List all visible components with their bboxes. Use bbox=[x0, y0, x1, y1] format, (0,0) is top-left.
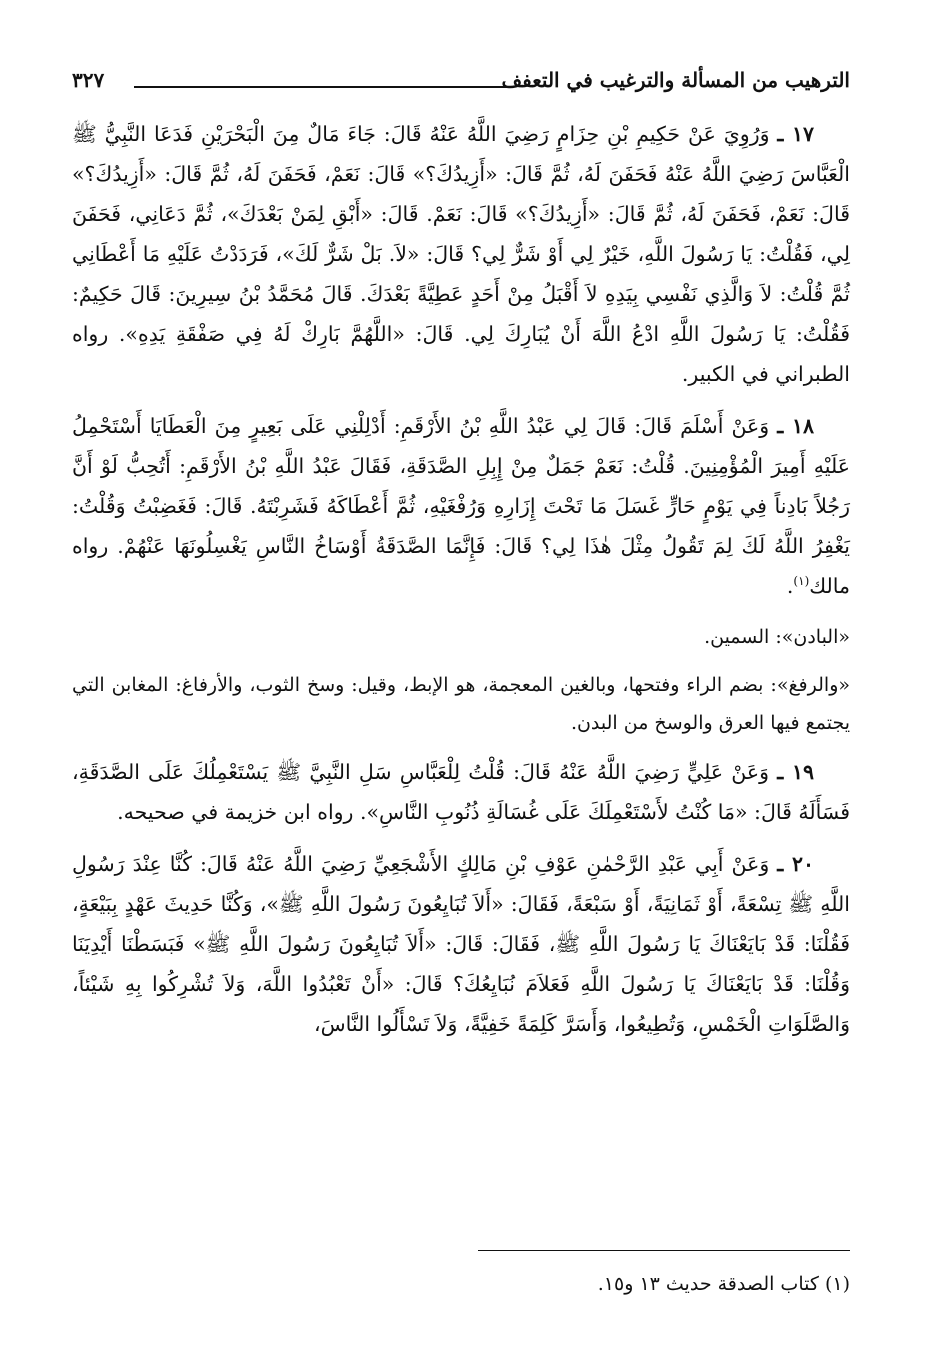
running-header bbox=[72, 62, 850, 98]
header-rule bbox=[134, 86, 512, 88]
hadith-17 bbox=[72, 114, 850, 394]
hadith-number: ١٩ ـ bbox=[777, 760, 814, 784]
hadith-number: ٢٠ ـ bbox=[777, 852, 814, 876]
footnotes bbox=[72, 1250, 850, 1295]
hadith-19 bbox=[72, 752, 850, 832]
footnote-reference[interactable]: (١) bbox=[793, 574, 810, 589]
hadith-text: وَعَنْ أَبِي عَبْدِ الرَّحْمٰنِ عَوْفِ بْنِ مَالِكٍ الأَشْجَعِيِّ رَضِيَ اللَّهُ عَنْهُ قَالَ: كُنَّا عِنْدَ رَسُولِ اللَّهِ ﷺ تِسْعَةً، أَوْ ثَمَانِيَةً، أَوْ سَبْعَةً، فَقَالَ: «أَلاَ تُبَايِعُونَ رَسُولَ اللَّهِ ﷺ»، وَكُنَّا حَدِيثَ عَهْدٍ بِبَيْعَةٍ، فَقُلْنَا: قَدْ بَايَعْنَاكَ يَا رَسُولَ اللَّهِ ﷺ، فَقَالَ: قَالَ: «أَلاَ تُبَايِعُونَ رَسُولَ اللَّهِ ﷺ» فَبَسَطْنَا أَيْدِيَنَا وَقُلْنَا: قَدْ بَايَعْنَاكَ يَا رَسُولَ اللَّهِ فَعَلاَمَ نُبَايِعُكَ؟ قَالَ: «أَنْ تَعْبُدُوا اللَّهَ، وَلاَ تُشْرِكُوا بِهِ شَيْئاً، وَالصَّلَوَاتِ الْخَمْسِ، وَتُطِيعُوا، وَأَسَرَّ كَلِمَةً خَفِيَّةً، وَلاَ تَسْأَلُوا النَّاسَ، bbox=[72, 852, 850, 1036]
running-header-title: الترهيب من المسألة والترغيب في التعفف bbox=[501, 68, 850, 92]
hadith-18: ١٨ ـ وَعَنْ أَسْلَمَ قَالَ: قَالَ لِي عَبْدُ اللَّهِ بْنُ الأَرْقَمِ: أَدْلِلْنِي عَلَى بَعِيرٍ مِنَ الْعَطَايَا أَسْتَحْمِلُ عَلَيْهِ أَمِيرَ الْمُؤْمِنِينَ. قُلْتُ: نَعَمْ جَمَلٌ مِنْ إِبِلِ الصَّدَقَةِ، فَقَالَ عَبْدُ اللَّهِ بْنُ الأَرْقَمِ: أَتُحِبُّ لَوْ أَنَّ رَجُلاً بَادِناً فِي يَوْمٍ حَارٍّ غَسَلَ مَا تَحْتَ إِزَارِهِ وَرُفْغَيْهِ، ثُمَّ أَعْطَاكَهُ فَشَرِبْتَهُ. قَالَ: فَغَضِبْتُ وَقُلْتُ: يَغْفِرُ اللَّهُ لَكَ لِمَ تَقُولُ مِثْلَ هٰذَا لِي؟ قَالَ: فَإِنَّمَا الصَّدَقَةُ أَوْسَاخُ النَّاسِ يَغْسِلُونَهَا عَنْهُمْ. رواه مالك$^{(١)}$. bbox=[72, 414, 850, 598]
page-body bbox=[72, 114, 850, 1044]
footnote-text: كتاب الصدقة حديث ١٣ و١٥. bbox=[597, 1273, 819, 1295]
hadith-number: ١٧ ـ bbox=[777, 122, 814, 146]
footnote-1 bbox=[72, 1273, 850, 1295]
page-number: ٣٢٧ bbox=[72, 68, 105, 92]
book-page bbox=[72, 62, 850, 1352]
gloss-badin: «البادن»: السمين. bbox=[704, 626, 850, 648]
hadith-text: وَعَنْ عَلِيٍّ رَضِيَ اللَّهُ عَنْهُ قَالَ: قُلْتُ لِلْعَبَّاسِ سَلِ النَّبِيَّ ﷺ يَسْتَعْمِلُكَ عَلَى الصَّدَقَةِ، فَسَأَلَهُ قَالَ: «مَا كُنْتُ لأَسْتَعْمِلَكَ عَلَى غُسَالَةِ ذُنُوبِ النَّاسِ». رواه ابن خزيمة في صحيحه. bbox=[72, 760, 850, 824]
hadith-text: وَعَنْ أَسْلَمَ قَالَ: قَالَ لِي عَبْدُ اللَّهِ بْنُ الأَرْقَمِ: أَدْلِلْنِي عَلَى بَعِيرٍ مِنَ الْعَطَايَا أَسْتَحْمِلُ عَلَيْهِ أَمِيرَ الْمُؤْمِنِينَ. قُلْتُ: نَعَمْ جَمَلٌ مِنْ إِبِلِ الصَّدَقَةِ، فَقَالَ عَبْدُ اللَّهِ بْنُ الأَرْقَمِ: أَتُحِبُّ لَوْ أَنَّ رَجُلاً بَادِناً فِي يَوْمٍ حَارٍّ غَسَلَ مَا تَحْتَ إِزَارِهِ وَرُفْغَيْهِ، ثُمَّ أَعْطَاكَهُ فَشَرِبْتَهُ. قَالَ: فَغَضِبْتُ وَقُلْتُ: يَغْفِرُ اللَّهُ لَكَ لِمَ تَقُولُ مِثْلَ هٰذَا لِي؟ قَالَ: فَإِنَّمَا الصَّدَقَةُ أَوْسَاخُ النَّاسِ يَغْسِلُونَهَا عَنْهُمْ. رواه مالك bbox=[72, 414, 850, 598]
hadith-number: ١٨ ـ bbox=[777, 414, 814, 438]
hadith-20 bbox=[72, 844, 850, 1044]
footnote-rule bbox=[478, 1250, 850, 1251]
gloss-rufgh: «والرفغ»: بضم الراء وفتحها، وبالغين المعجمة، هو الإبط، وقيل: وسخ الثوب، والأرفاغ: المغابن التي يجتمع فيها العرق والوسخ من البدن. bbox=[72, 674, 850, 734]
footnote-marker: (١) bbox=[824, 1273, 850, 1295]
hadith-text: وَرُوِيَ عَنْ حَكِيمِ بْنِ حِزَامٍ رَضِيَ اللَّهُ عَنْهُ قَالَ: جَاءَ مَالٌ مِنَ الْبَحْرَيْنِ فَدَعَا النَّبِيُّ ﷺ الْعَبَّاسَ رَضِيَ اللَّهُ عَنْهُ فَحَفَنَ لَهُ، ثُمَّ قَالَ: «أَزِيدُكَ؟» قَالَ: نَعَمْ، فَحَفَنَ لَهُ، ثُمَّ قَالَ: «أَزِيدُكَ؟» قَالَ: نَعَمْ، فَحَفَنَ لَهُ، ثُمَّ قَالَ: «أَزِيدُكَ؟» قَالَ: نَعَمْ. قَالَ: «أَبْقِ لِمَنْ بَعْدَكَ»، ثُمَّ دَعَانِي، فَحَفَنَ لِي، فَقُلْتُ: يَا رَسُولَ اللَّهِ، خَيْرٌ لِي أَوْ شَرٌّ لِي؟ قَالَ: «لاَ. بَلْ شَرٌّ لَكَ»، فَرَدَدْتُ عَلَيْهِ مَا أَعْطَانِي ثُمَّ قُلْتُ: لاَ وَالَّذِي نَفْسِي بِيَدِهِ لاَ أَقْبَلُ مِنْ أَحَدٍ عَطِيَّةً بَعْدَكَ. قَالَ مُحَمَّدُ بْنُ سِيرِينَ: قَالَ حَكِيمٌ: فَقُلْتُ: يَا رَسُولَ اللَّهِ ادْعُ اللَّهَ أَنْ يُبَارِكَ لِي. قَالَ: «اللَّهُمَّ بَارِكْ لَهُ فِي صَفْقَةِ يَدِهِ». رواه الطبراني في الكبير. bbox=[72, 122, 850, 386]
